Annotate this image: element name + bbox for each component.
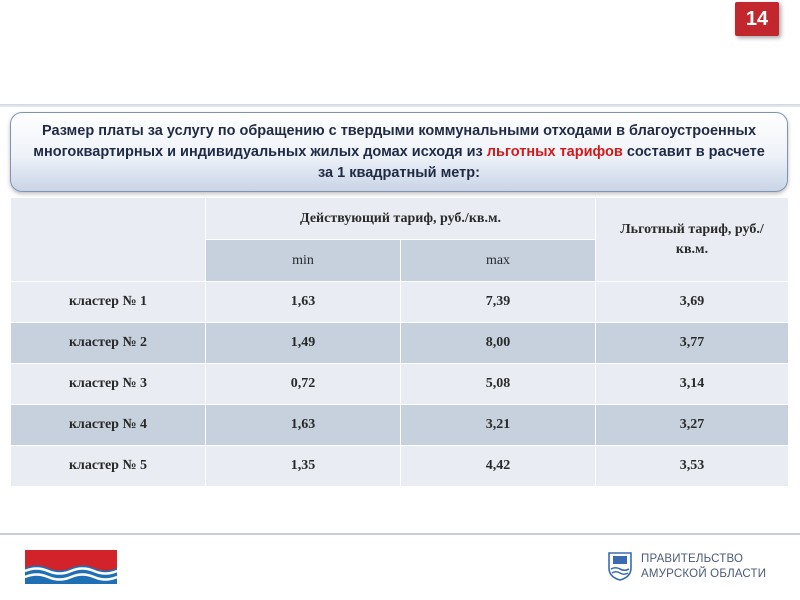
gov-line-1: ПРАВИТЕЛЬСТВО <box>641 553 744 565</box>
max-cell: 4,42 <box>401 446 596 487</box>
min-cell: 1,63 <box>206 282 401 323</box>
header-max: max <box>401 240 596 282</box>
cluster-cell: кластер № 3 <box>11 364 206 405</box>
top-divider <box>0 104 800 107</box>
heading-part2: составит в расчете за 1 квадратный метр: <box>318 143 765 181</box>
heading-text <box>31 121 767 184</box>
page-number-badge: 14 <box>735 2 779 36</box>
heading-part1: Размер платы за услугу по обращению с твердыми коммунальными отходами в благоустроенных многоквартирных и индивидуальных жилых домах исходя из <box>33 122 757 160</box>
heading-box <box>10 112 788 192</box>
amur-flag-icon <box>25 550 117 584</box>
government-label <box>641 552 766 582</box>
table-row <box>11 282 789 323</box>
header-current-tariff: Действующий тариф, руб./кв.м. <box>206 198 596 240</box>
heading-highlight: льготных тарифов <box>486 143 623 160</box>
tariff-table <box>10 197 789 487</box>
max-cell: 5,08 <box>401 364 596 405</box>
cluster-cell: кластер № 1 <box>11 282 206 323</box>
cluster-cell: кластер № 4 <box>11 405 206 446</box>
cluster-cell: кластер № 5 <box>11 446 206 487</box>
max-cell: 3,21 <box>401 405 596 446</box>
table-row <box>11 405 789 446</box>
table-row <box>11 446 789 487</box>
gov-line-2: АМУРСКОЙ ОБЛАСТИ <box>641 568 767 580</box>
preferential-cell: 3,53 <box>596 446 789 487</box>
table-row <box>11 364 789 405</box>
header-min: min <box>206 240 401 282</box>
min-cell: 1,49 <box>206 323 401 364</box>
max-cell: 7,39 <box>401 282 596 323</box>
min-cell: 0,72 <box>206 364 401 405</box>
preferential-cell: 3,77 <box>596 323 789 364</box>
preferential-cell: 3,69 <box>596 282 789 323</box>
min-cell: 1,63 <box>206 405 401 446</box>
min-cell: 1,35 <box>206 446 401 487</box>
cluster-cell: кластер № 2 <box>11 323 206 364</box>
header-empty-cell <box>11 198 206 282</box>
header-preferential-tariff: Льготный тариф, руб./кв.м. <box>596 198 789 282</box>
bottom-divider <box>0 533 800 535</box>
coat-of-arms-icon <box>607 551 633 581</box>
preferential-cell: 3,14 <box>596 364 789 405</box>
preferential-cell: 3,27 <box>596 405 789 446</box>
table-row <box>11 323 789 364</box>
max-cell: 8,00 <box>401 323 596 364</box>
